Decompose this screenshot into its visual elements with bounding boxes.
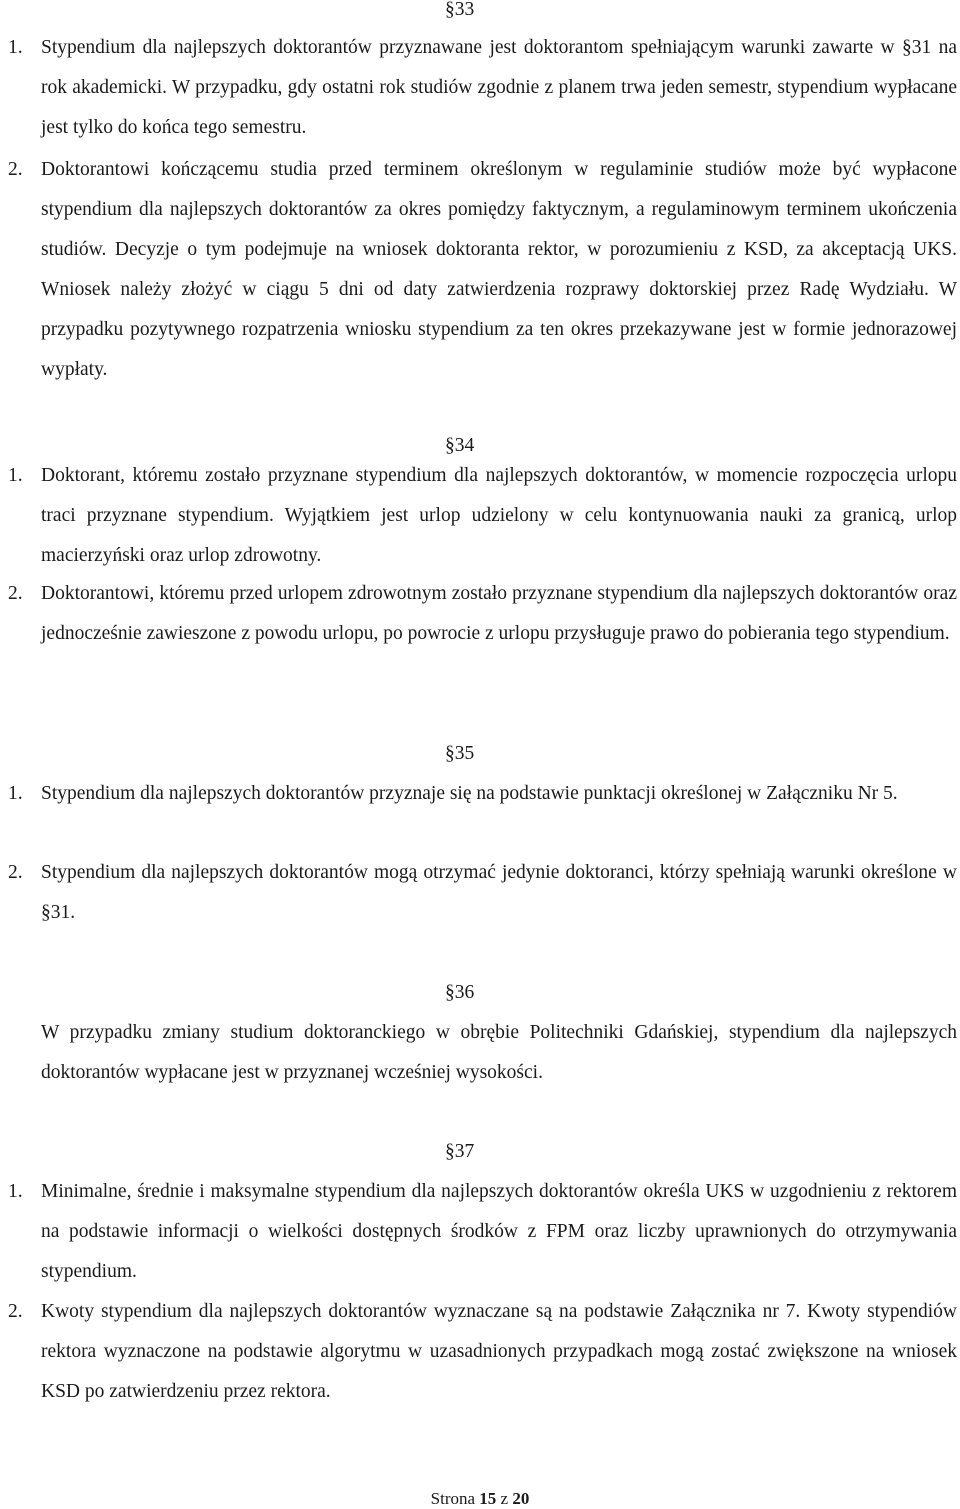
paragraph xyxy=(8,456,957,576)
paragraph-number: 1. xyxy=(8,783,23,804)
footer-separator: z xyxy=(500,1489,509,1508)
paragraph xyxy=(8,150,957,390)
paragraph-text: Doktorant, któremu zostało przyznane stypendium dla najlepszych doktorantów, w momencie rozpoczęcia urlopu traci przyznane stypendium. Wyjątkiem jest urlop udzielony w celu kontynuowania nauki za granicą, urlop macierzyński oraz urlop zdrowotny. xyxy=(41,465,957,566)
paragraph-text: Stypendium dla najlepszych doktorantów mogą otrzymać jedynie doktoranci, którzy spełniają warunki określone w §31. xyxy=(41,862,957,923)
paragraph-text: Minimalne, średnie i maksymalne stypendium dla najlepszych doktorantów określa UKS w uzgodnieniu z rektorem na podstawie informacji o wielkości dostępnych środków z FPM oraz liczby uprawnionych do otrzymywania stypendium. xyxy=(41,1181,957,1282)
paragraph xyxy=(8,28,957,148)
paragraph xyxy=(8,1172,957,1292)
paragraph xyxy=(8,1292,957,1412)
paragraph-number: 2. xyxy=(8,862,23,883)
footer-page-number: 15 xyxy=(479,1489,497,1508)
paragraph-number: 2. xyxy=(8,159,23,180)
paragraph-number: 1. xyxy=(8,465,23,486)
paragraph xyxy=(8,774,957,814)
section-heading: §34 xyxy=(445,435,475,456)
paragraph xyxy=(8,574,957,654)
paragraph-text: Stypendium dla najlepszych doktorantów przyznaje się na podstawie punktacji określonej w Załączniku Nr 5. xyxy=(41,783,898,804)
paragraph xyxy=(8,853,957,933)
paragraph-text: Kwoty stypendium dla najlepszych doktorantów wyznaczane są na podstawie Załącznika nr 7. Kwoty stypendiów rektora wyznaczone na podstawie algorytmu w uzasadnionych przypadkach mogą zostać zwiększone na wniosek KSD po zatwierdzeniu przez rektora. xyxy=(41,1301,957,1402)
paragraph-number: 1. xyxy=(8,1181,23,1202)
paragraph-text: Doktorantowi, któremu przed urlopem zdrowotnym zostało przyznane stypendium dla najlepszych doktorantów oraz jednocześnie zawieszone z powodu urlopu, po powrocie z urlopu przysługuje prawo do pobierania tego stypendium. xyxy=(41,583,957,644)
paragraph xyxy=(41,1013,957,1093)
section-heading: §35 xyxy=(445,743,475,764)
section-heading: §36 xyxy=(445,982,475,1003)
page-footer xyxy=(0,1489,960,1509)
paragraph-number: 2. xyxy=(8,1301,23,1322)
paragraph-text: Doktorantowi kończącemu studia przed terminem określonym w regulaminie studiów może być wypłacone stypendium dla najlepszych doktorantów za okres pomiędzy faktycznym, a regulaminowym terminem ukończenia studiów. Decyzje o tym podejmuje na wniosek doktoranta rektor, w porozumieniu z KSD, za akceptacją UKS. Wniosek należy złożyć w ciągu 5 dni od daty zatwierdzenia rozprawy doktorskiej przez Radę Wydziału. W przypadku pozytywnego rozpatrzenia wniosku stypendium za ten okres przekazywane jest w formie jednorazowej wypłaty. xyxy=(41,159,957,380)
footer-total-pages: 20 xyxy=(512,1489,530,1508)
section-heading: §33 xyxy=(445,0,475,20)
paragraph-number: 2. xyxy=(8,583,23,604)
paragraph-text: Stypendium dla najlepszych doktorantów przyznawane jest doktorantom spełniającym warunki zawarte w §31 na rok akademicki. W przypadku, gdy ostatni rok studiów zgodnie z planem trwa jeden semestr, stypendium wypłacane jest tylko do końca tego semestru. xyxy=(41,37,957,138)
paragraph-number: 1. xyxy=(8,37,23,58)
section-heading: §37 xyxy=(445,1141,475,1162)
paragraph-text: W przypadku zmiany studium doktoranckiego w obrębie Politechniki Gdańskiej, stypendium dla najlepszych doktorantów wypłacane jest w przyznanej wcześniej wysokości. xyxy=(41,1022,957,1083)
footer-prefix: Strona xyxy=(430,1489,476,1508)
